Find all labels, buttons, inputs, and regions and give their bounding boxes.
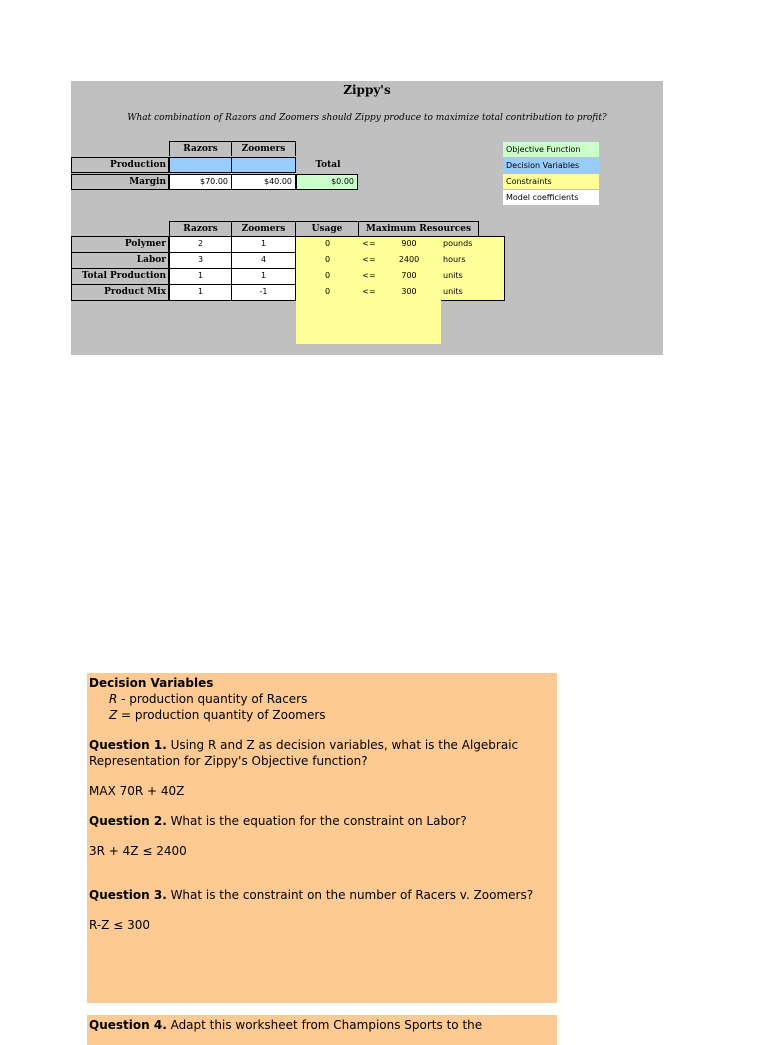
dv-r-text: - production quantity of Racers xyxy=(117,692,308,706)
coef-razors[interactable]: 3 xyxy=(169,252,232,269)
dv-z-var: Z xyxy=(109,708,118,722)
question-4 xyxy=(89,1017,555,1033)
production-label: Production xyxy=(71,157,169,173)
coef-zoomers[interactable]: 1 xyxy=(232,236,296,253)
sheet-question: What combination of Razors and Zoomers should Zippy produce to maximize total contribution to profit? xyxy=(127,113,607,123)
q3-label: Question 3. xyxy=(89,888,167,902)
unit-label: units xyxy=(443,287,463,296)
q4-text: Adapt this worksheet from Champions Sports to the xyxy=(166,1018,483,1032)
dv-z-line xyxy=(89,707,555,723)
header-zoomers: Zoomers xyxy=(232,141,296,156)
operator: <= xyxy=(362,239,376,248)
production-zoomers-input[interactable] xyxy=(232,157,296,173)
usage-value[interactable]: 0 xyxy=(324,255,331,264)
margin-label: Margin xyxy=(71,174,169,190)
max-value: 700 xyxy=(401,271,417,280)
coef-zoomers[interactable]: -1 xyxy=(232,284,296,301)
operator: <= xyxy=(362,271,376,280)
legend-coefficients: Model coefficients xyxy=(503,190,599,205)
spreadsheet-panel xyxy=(71,81,663,355)
coef-zoomers[interactable]: 4 xyxy=(232,252,296,269)
usage-value[interactable]: 0 xyxy=(324,287,331,296)
notes-panel xyxy=(87,673,557,1003)
header-total: Total xyxy=(315,160,341,170)
max-value: 300 xyxy=(401,287,417,296)
unit-label: units xyxy=(443,271,463,280)
question-3 xyxy=(89,887,555,903)
answer-2: 3R + 4Z ≤ 2400 xyxy=(89,844,187,858)
c-header-max: Maximum Resources xyxy=(359,221,479,236)
q2-label: Question 2. xyxy=(89,814,167,828)
q4-label: Question 4. xyxy=(89,1018,167,1032)
c-header-razors: Razors xyxy=(169,221,232,236)
answer-1: MAX 70R + 40Z xyxy=(89,784,185,798)
dv-r-var: R xyxy=(109,692,118,706)
coef-razors[interactable]: 2 xyxy=(169,236,232,253)
constraint-rows xyxy=(71,236,505,300)
operator: <= xyxy=(362,255,376,264)
answer-3: R-Z ≤ 300 xyxy=(89,918,150,932)
c-header-usage: Usage xyxy=(296,221,359,236)
unit-label: pounds xyxy=(443,239,473,248)
constraint-label: Polymer xyxy=(71,236,169,253)
unit-label: hours xyxy=(443,255,466,264)
dv-r-line xyxy=(89,691,555,707)
production-razors-input[interactable] xyxy=(169,157,232,173)
header-razors: Razors xyxy=(169,141,232,156)
legend-constraints: Constraints xyxy=(503,174,599,189)
total-objective[interactable]: $0.00 xyxy=(296,174,358,190)
legend-objective: Objective Function xyxy=(503,142,599,157)
usage-value[interactable]: 0 xyxy=(324,239,331,248)
margin-zoomers[interactable]: $40.00 xyxy=(232,174,296,190)
q3-text: What is the constraint on the number of Racers v. Zoomers? xyxy=(166,888,534,902)
sheet-title: Zippy's xyxy=(343,83,391,97)
c-header-zoomers: Zoomers xyxy=(232,221,296,236)
constraint-scratch-area[interactable] xyxy=(296,299,441,344)
constraint-label: Total Production xyxy=(71,268,169,285)
dv-heading: Decision Variables xyxy=(89,676,214,690)
q1-label: Question 1. xyxy=(89,738,167,752)
operator: <= xyxy=(362,287,376,296)
legend-decision: Decision Variables xyxy=(503,158,599,173)
margin-razors[interactable]: $70.00 xyxy=(169,174,232,190)
coef-zoomers[interactable]: 1 xyxy=(232,268,296,285)
usage-value[interactable]: 0 xyxy=(324,271,331,280)
constraint-label: Product Mix xyxy=(71,284,169,301)
dv-z-text: = production quantity of Zoomers xyxy=(117,708,326,722)
coef-razors[interactable]: 1 xyxy=(169,284,232,301)
notes-panel-continued xyxy=(87,1015,557,1045)
question-2 xyxy=(89,813,555,829)
coef-razors[interactable]: 1 xyxy=(169,268,232,285)
q2-text: What is the equation for the constraint on Labor? xyxy=(166,814,467,828)
max-value: 2400 xyxy=(398,255,420,264)
q1-text: Using R and Z as decision variables, what is the Algebraic Representation for Zippy's Objective function? xyxy=(89,738,519,768)
max-value: 900 xyxy=(401,239,417,248)
constraint-label: Labor xyxy=(71,252,169,269)
question-1 xyxy=(89,737,555,769)
